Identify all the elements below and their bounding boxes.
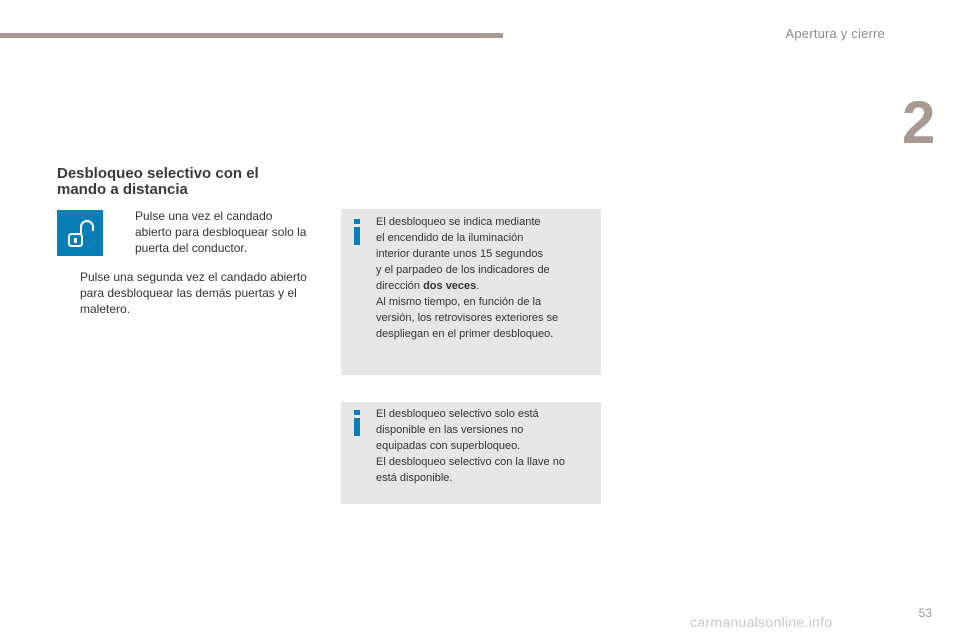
info-text-line: disponible en las versiones no (376, 424, 524, 436)
info-text-fragment: . (476, 280, 480, 292)
info-text-line: está disponible. (376, 472, 453, 484)
emphasis-text: dos veces (423, 280, 477, 292)
step-text-line: puerta del conductor. (135, 241, 248, 255)
info-box (341, 209, 601, 375)
info-icon (351, 410, 363, 436)
info-text-line: El desbloqueo selectivo con la llave no (376, 456, 565, 468)
header-rule (0, 33, 503, 38)
section-heading (57, 166, 317, 198)
info-text-line: el encendido de la iluminación (376, 232, 524, 244)
info-text-line: Al mismo tiempo, en función de la (376, 296, 542, 308)
section-label: Apertura y cierre (785, 26, 885, 41)
info-text-line (376, 278, 598, 294)
page-number: 53 (918, 606, 932, 620)
info-text-line: El desbloqueo selectivo solo está (376, 408, 539, 420)
step-item (117, 208, 327, 256)
info-text-line: despliegan en el primer desbloqueo. (376, 328, 554, 340)
step-item (60, 269, 330, 317)
info-text-line: El desbloqueo se indica mediante (376, 216, 541, 228)
info-text-fragment: dirección (376, 280, 424, 292)
info-text-line: interior durante unos 15 segundos (376, 248, 543, 260)
unlocked-padlock-icon (57, 210, 103, 256)
watermark-text: carmanualsonline.info (690, 614, 833, 630)
info-icon (351, 219, 363, 245)
info-box (341, 402, 601, 504)
info-text (376, 214, 598, 342)
remote-unlock-button-illustration (57, 210, 103, 256)
section-heading-line: mando a distancia (57, 181, 188, 198)
step-text-line: Pulse una segunda vez el candado abierto (80, 270, 307, 284)
step-text (60, 269, 330, 317)
step-text-line: maletero. (80, 302, 131, 316)
step-text (117, 208, 327, 256)
info-text-line: versión, los retrovisores exteriores se (376, 312, 559, 324)
section-heading-line: Desbloqueo selectivo con el (57, 165, 259, 182)
info-text (376, 406, 598, 486)
step-text-line: abierto para desbloquear solo la (135, 225, 307, 239)
info-text-line: equipadas con superbloqueo. (376, 440, 521, 452)
info-text-line: y el parpadeo de los indicadores de (376, 264, 550, 276)
step-text-line: para desbloquear las demás puertas y el (80, 286, 297, 300)
step-text-line: Pulse una vez el candado (135, 209, 273, 223)
chapter-number: 2 (902, 89, 936, 156)
